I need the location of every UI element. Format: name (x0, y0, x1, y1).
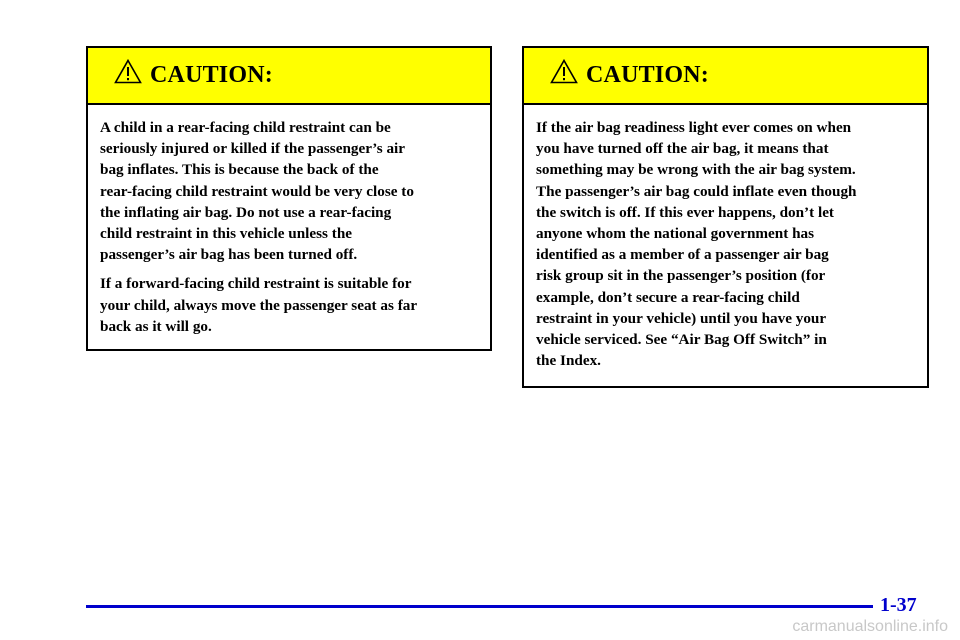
caution-title: CAUTION: (150, 62, 273, 88)
caution-paragraph: If the air bag readiness light ever comes on when you have turned off the air bag, it means that something may be wrong with the air bag system. The passenger’s air bag could inflate even though the switch is off. If this ever happens, don’t let anyone whom the national government has identified as a member of a passenger air bag risk group sit in the passenger’s position (for example, don’t secure a rear-facing child restraint in your vehicle) until you have your vehicle serviced. See “Air Bag Off Switch” in the Index. (536, 119, 857, 370)
warning-triangle-icon (114, 59, 142, 84)
caution-box-right (522, 46, 929, 388)
caution-body (524, 105, 927, 371)
caution-paragraph: A child in a rear-facing child restraint can be seriously injured or killed if the passenger’s air bag inflates. This is because the back of the rear-facing child restraint would be very close to the inflating air bag. Do not use a rear-facing child restraint in this vehicle unless the passenger’s air bag has been turned off. (100, 119, 414, 264)
page-number: 1-37 (880, 594, 917, 616)
caution-header (88, 48, 490, 105)
caution-body (88, 105, 490, 337)
footer-rule (86, 605, 873, 608)
caution-header (524, 48, 927, 105)
caution-box-left (86, 46, 492, 351)
watermark-text: carmanualsonline.info (792, 618, 948, 635)
caution-paragraph: If a forward-facing child restraint is suitable for your child, always move the passenger seat as far back as it will go. (100, 275, 418, 335)
caution-title: CAUTION: (586, 62, 709, 88)
warning-triangle-icon (550, 59, 578, 84)
